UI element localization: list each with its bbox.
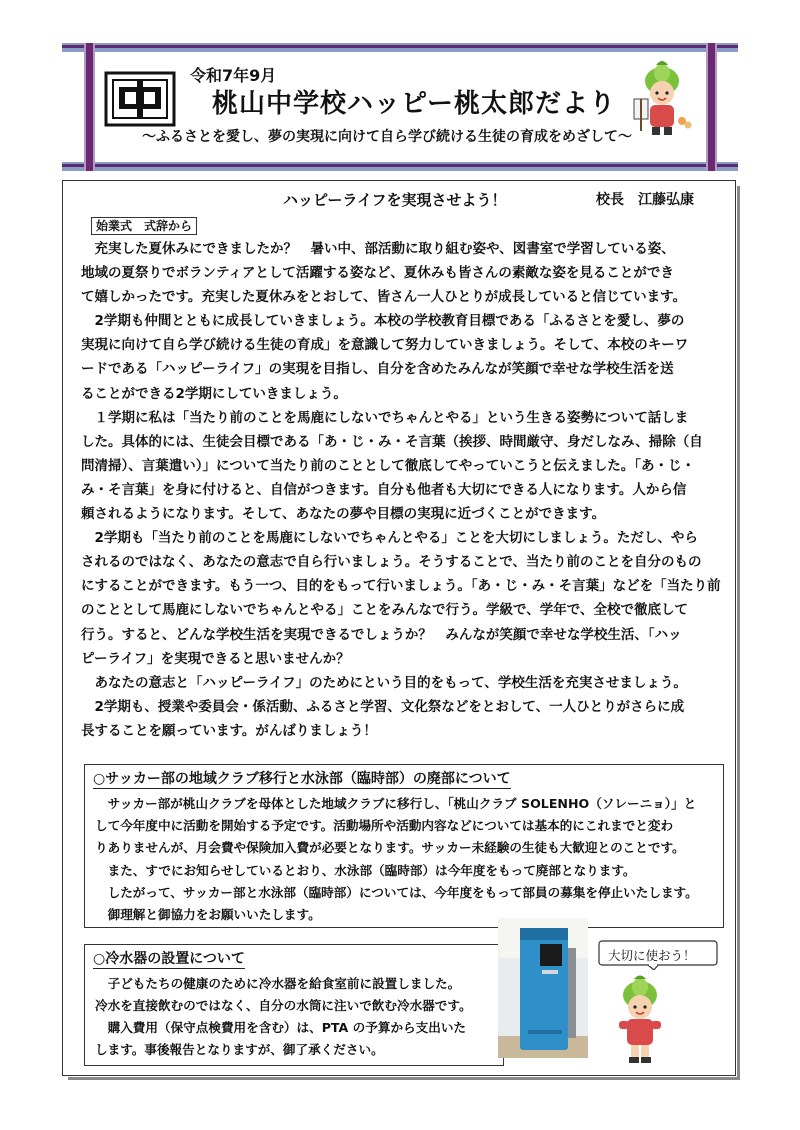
- notice-line: 御理解と御協力をお願いいたします。: [95, 907, 321, 923]
- article-line: 問清掃）、言葉遣い）」について当たり前のこととして徹底してやっていこうと伝えました。「あ・じ・: [81, 457, 695, 474]
- article-line: ードである「ハッピーライフ」の実現を目指し、自分を含めたみんなが笑顔で幸せな学校生活を送: [81, 361, 674, 378]
- article-author: 校長 江藤弘康: [596, 192, 694, 208]
- notice-line: したがって、サッカー部と水泳部（臨時部）については、今年度をもって部員の募集を停止いたします。: [95, 884, 698, 900]
- momotaro-mascot-icon: [605, 975, 675, 1065]
- issue-date: 令和7年9月: [190, 66, 277, 85]
- soccer-club-notice: [84, 764, 724, 928]
- momotaro-mascot-icon: [622, 59, 694, 139]
- speech-bubble-text: 大切に使おう！: [608, 948, 696, 963]
- newsletter-subtitle: ～ふるさとを愛し、夢の実現に向けて自ら学び続ける生徒の育成をめざして～: [142, 129, 632, 145]
- newsletter-title: 桃山中学校ハッピー桃太郎だより: [212, 89, 616, 119]
- article-line: て嬉しかったです。充実した夏休みをとおして、皆さん一人ひとりが成長していると信じています。: [81, 289, 687, 306]
- notice-line: りありませんが、月会費や保険加入費が必要となります。サッカー未経験の生徒も大歓迎とのことです。: [95, 840, 685, 856]
- article-line: 2学期も、授業や委員会・係活動、ふるさと学習、文化祭などをとおして、一人ひとりがさらに成: [81, 698, 685, 715]
- article-line: した。具体的には、生徒会目標である「あ・じ・み・そ言葉（挨拶、時間厳守、身だしなみ、掃除（自: [81, 433, 703, 450]
- article-line: 実現に向けて自ら学び続ける生徒の育成」を意識して努力していきましょう。そして、本校のキーワ: [81, 337, 689, 354]
- banner-right-post: [706, 43, 717, 171]
- article-line: 長することを願っています。がんばりましょう！: [81, 722, 377, 739]
- article-line: ることができる2学期にしていきましょう。: [81, 385, 347, 402]
- soccer-notice-body: [95, 793, 698, 926]
- article-line: 2学期も「当たり前のことを馬鹿にしないでちゃんとやる」ことを大切にしましょう。ただし、やら: [81, 530, 698, 547]
- school-emblem-icon: [104, 71, 176, 127]
- article-line: されるのではなく、あなたの意志で自ら行いましょう。そうすることで、当たり前のことを自分のもの: [81, 554, 702, 571]
- notice-line: サッカー部が桃山クラブを母体とした地域クラブに移行し、「桃山クラブ SOLENHO（ソレーニョ）」と: [95, 796, 697, 811]
- article-line: 充実した夏休みにできましたか？ 暑い中、部活動に取り組む姿や、図書室で学習している姿、: [81, 241, 675, 257]
- article-line: 地域の夏祭りでボランティアとして活躍する姿など、夏休みも皆さんの素敵な姿を見ることができ: [81, 265, 674, 282]
- cooler-notice-body: [95, 973, 472, 1061]
- article-line: 頼されるようになります。そして、あなたの夢や目標の実現に近づくことができます。: [81, 506, 606, 523]
- notice-line: また、すでにお知らせしているとおり、水泳部（臨時部）は今年度をもって廃部となります。: [95, 862, 636, 878]
- article-line: １学期に私は「当たり前のことを馬鹿にしないでちゃんとやる」という生きる姿勢について話しま: [81, 409, 689, 426]
- banner-left-post: [84, 43, 95, 171]
- water-cooler-photo: [498, 918, 588, 1058]
- article-line: あなたの意志と「ハッピーライフ」のためにという目的をもって、学校生活を充実させましょう。: [81, 674, 687, 691]
- article-line: み・そ言葉」を身に付けると、自信がつきます。自分も他者も大切にできる人になります。人から信: [81, 481, 687, 498]
- header-banner: [62, 43, 738, 171]
- notice-line: 子どもたちの健康のために冷水器を給食室前に設置しました。: [95, 976, 461, 991]
- section-tag: 始業式 式辞から: [91, 217, 197, 235]
- banner-bottom-band: [62, 162, 738, 171]
- notice-line: 冷水を直接飲むのではなく、自分の水筒に注いで飲む冷水器です。: [95, 998, 472, 1013]
- article-title: ハッピーライフを実現させよう！: [283, 191, 507, 209]
- notice-line: します。事後報告となりますが、御了承ください。: [95, 1042, 384, 1057]
- notice-line: 購入費用（保守点検費用を含む）は、PTA の予算から支出いた: [95, 1020, 467, 1035]
- article-line: 行う。すると、どんな学校生活を実現できるでしょうか？ みんなが笑顔で幸せな学校生活、「ハッ: [81, 626, 682, 643]
- article-line: のこととして馬鹿にしないでちゃんとやる」ことをみんなで行う。学級で、学年で、全校で徹底して: [81, 602, 688, 619]
- article-line: ピーライフ」を実現できると思いませんか？: [81, 650, 350, 667]
- water-cooler-notice: [84, 944, 504, 1066]
- article-line: 2学期も仲間とともに成長していきましょう。本校の学校教育目標である「ふるさとを愛し、夢の: [81, 313, 685, 330]
- soccer-notice-heading: ○サッカー部の地域クラブ移行と水泳部（臨時部）の廃部について: [93, 771, 511, 787]
- article-line: にすることができます。もう一つ、目的をもって行いましょう。「あ・じ・み・そ言葉」などを「当たり前: [81, 578, 721, 595]
- banner-top-band: [62, 43, 738, 52]
- notice-line: して今年度中に活動を開始する予定です。活動場所や活動内容などについては基本的にこれまでと変わ: [95, 818, 674, 834]
- article-body: [81, 237, 723, 743]
- cooler-notice-heading: ○冷水器の設置について: [93, 951, 245, 967]
